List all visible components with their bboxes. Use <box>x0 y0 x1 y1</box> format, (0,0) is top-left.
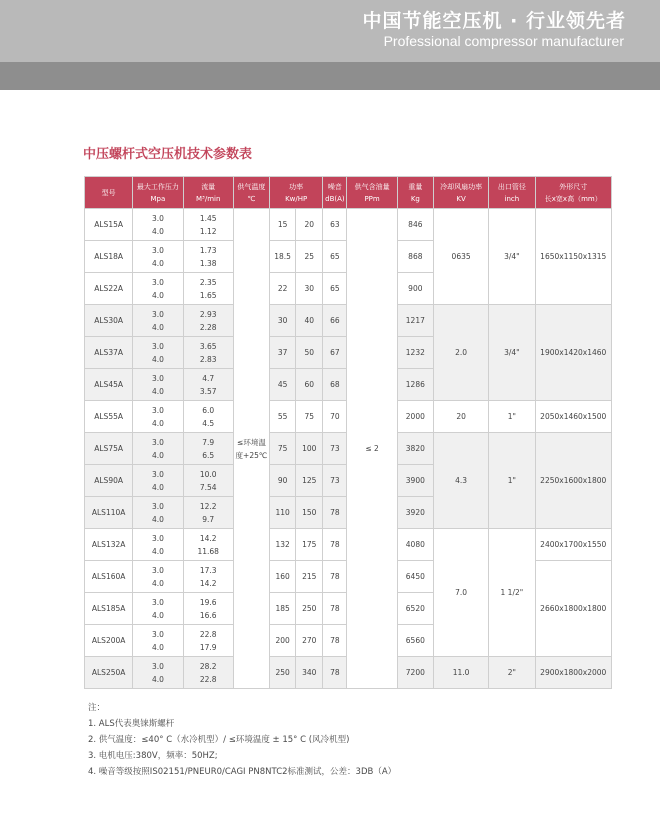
model-cell: ALS185A <box>85 593 133 625</box>
flow-cell: 2.35 1.65 <box>183 273 233 305</box>
notes-heading: 注： <box>88 703 106 713</box>
col-noise: 噪音 dB(A) <box>323 177 347 209</box>
model-cell: ALS110A <box>85 497 133 529</box>
hp-cell: 100 <box>296 433 323 465</box>
col-weight: 重量 Kg <box>397 177 433 209</box>
hp-cell: 125 <box>296 465 323 497</box>
pipe-cell: 1" <box>489 401 535 433</box>
hp-cell: 20 <box>296 209 323 241</box>
page-title: 中压螺杆式空压机技术参数表 <box>83 147 253 162</box>
fan-cell: 4.3 <box>433 433 488 529</box>
hp-cell: 40 <box>296 305 323 337</box>
col-flow: 流量 M³/min <box>183 177 233 209</box>
pressure-cell: 3.0 4.0 <box>133 273 183 305</box>
hp-cell: 250 <box>296 593 323 625</box>
model-cell: ALS55A <box>85 401 133 433</box>
dims-cell: 2050x1460x1500 <box>535 401 612 433</box>
model-cell: ALS90A <box>85 465 133 497</box>
model-cell: ALS160A <box>85 561 133 593</box>
flow-cell: 17.3 14.2 <box>183 561 233 593</box>
pressure-cell: 3.0 4.0 <box>133 657 183 689</box>
noise-cell: 67 <box>323 337 347 369</box>
hp-cell: 60 <box>296 369 323 401</box>
flow-cell: 2.93 2.28 <box>183 305 233 337</box>
weight-cell: 3820 <box>397 433 433 465</box>
col-fan: 冷却风扇功率 KV <box>433 177 488 209</box>
model-cell: ALS22A <box>85 273 133 305</box>
hp-cell: 215 <box>296 561 323 593</box>
kw-cell: 200 <box>270 625 296 657</box>
kw-cell: 185 <box>270 593 296 625</box>
pipe-cell: 1" <box>489 433 535 529</box>
note-item: 4. 噪音等级按照IS02151/PNEUR0/CAGI PN8NTC2标准测试，公差：3DB（A） <box>88 767 397 777</box>
hp-cell: 25 <box>296 241 323 273</box>
flow-cell: 22.8 17.9 <box>183 625 233 657</box>
fan-cell: 2.0 <box>433 305 488 401</box>
pressure-cell: 3.0 4.0 <box>133 241 183 273</box>
kw-cell: 55 <box>270 401 296 433</box>
kw-cell: 15 <box>270 209 296 241</box>
pipe-cell: 3/4" <box>489 209 535 305</box>
noise-cell: 73 <box>323 465 347 497</box>
flow-cell: 28.2 22.8 <box>183 657 233 689</box>
notes-section <box>88 700 396 780</box>
flow-cell: 7.9 6.5 <box>183 433 233 465</box>
weight-cell: 846 <box>397 209 433 241</box>
pipe-cell: 2" <box>489 657 535 689</box>
model-cell: ALS37A <box>85 337 133 369</box>
noise-cell: 68 <box>323 369 347 401</box>
noise-cell: 78 <box>323 561 347 593</box>
weight-cell: 7200 <box>397 657 433 689</box>
weight-cell: 3900 <box>397 465 433 497</box>
flow-cell: 14.2 11.68 <box>183 529 233 561</box>
header-title: 中国节能空压机 · 行业领先者 <box>362 10 626 32</box>
col-model: 型号 <box>85 177 133 209</box>
header-subtitle: Professional compressor manufacturer <box>383 33 624 49</box>
model-cell: ALS200A <box>85 625 133 657</box>
weight-cell: 1232 <box>397 337 433 369</box>
spec-table <box>84 176 612 689</box>
hp-cell: 175 <box>296 529 323 561</box>
noise-cell: 78 <box>323 497 347 529</box>
col-power: 功率 Kw/HP <box>270 177 323 209</box>
hp-cell: 340 <box>296 657 323 689</box>
weight-cell: 868 <box>397 241 433 273</box>
pressure-cell: 3.0 4.0 <box>133 369 183 401</box>
kw-cell: 110 <box>270 497 296 529</box>
kw-cell: 30 <box>270 305 296 337</box>
temp-merged-cell: ≤环境温度+25℃ <box>233 209 269 689</box>
pressure-cell: 3.0 4.0 <box>133 625 183 657</box>
noise-cell: 66 <box>323 305 347 337</box>
model-cell: ALS18A <box>85 241 133 273</box>
weight-cell: 1286 <box>397 369 433 401</box>
dims-cell: 2250x1600x1800 <box>535 433 612 529</box>
kw-cell: 18.5 <box>270 241 296 273</box>
flow-cell: 19.6 16.6 <box>183 593 233 625</box>
model-cell: ALS250A <box>85 657 133 689</box>
weight-cell: 3920 <box>397 497 433 529</box>
weight-cell: 6520 <box>397 593 433 625</box>
noise-cell: 78 <box>323 657 347 689</box>
weight-cell: 4080 <box>397 529 433 561</box>
fan-cell: 11.0 <box>433 657 488 689</box>
dims-cell: 2400x1700x1550 <box>535 529 612 561</box>
col-oil: 供气含油量 PPm <box>347 177 397 209</box>
flow-cell: 6.0 4.5 <box>183 401 233 433</box>
pressure-cell: 3.0 4.0 <box>133 529 183 561</box>
model-cell: ALS45A <box>85 369 133 401</box>
kw-cell: 75 <box>270 433 296 465</box>
noise-cell: 63 <box>323 209 347 241</box>
oil-merged-cell: ≤ 2 <box>347 209 397 689</box>
col-temp: 供气温度 ℃ <box>233 177 269 209</box>
kw-cell: 90 <box>270 465 296 497</box>
weight-cell: 2000 <box>397 401 433 433</box>
weight-cell: 6450 <box>397 561 433 593</box>
pipe-cell: 1 1/2" <box>489 529 535 657</box>
hp-cell: 50 <box>296 337 323 369</box>
note-item: 2. 供气温度：≤40° C（水冷机型）/ ≤环境温度 ± 15° C (风冷机型) <box>88 735 350 745</box>
noise-cell: 78 <box>323 625 347 657</box>
noise-cell: 65 <box>323 241 347 273</box>
fan-cell: 0635 <box>433 209 488 305</box>
weight-cell: 6560 <box>397 625 433 657</box>
pressure-cell: 3.0 4.0 <box>133 497 183 529</box>
pressure-cell: 3.0 4.0 <box>133 401 183 433</box>
dims-cell: 1650x1150x1315 <box>535 209 612 305</box>
col-pressure: 最大工作压力 Mpa <box>133 177 183 209</box>
noise-cell: 65 <box>323 273 347 305</box>
kw-cell: 250 <box>270 657 296 689</box>
kw-cell: 37 <box>270 337 296 369</box>
noise-cell: 73 <box>323 433 347 465</box>
flow-cell: 1.73 1.38 <box>183 241 233 273</box>
kw-cell: 45 <box>270 369 296 401</box>
fan-cell: 7.0 <box>433 529 488 657</box>
model-cell: ALS132A <box>85 529 133 561</box>
pressure-cell: 3.0 4.0 <box>133 337 183 369</box>
flow-cell: 4.7 3.57 <box>183 369 233 401</box>
hp-cell: 30 <box>296 273 323 305</box>
pressure-cell: 3.0 4.0 <box>133 593 183 625</box>
pressure-cell: 3.0 4.0 <box>133 433 183 465</box>
col-pipe: 出口管径 inch <box>489 177 535 209</box>
flow-cell: 12.2 9.7 <box>183 497 233 529</box>
model-cell: ALS15A <box>85 209 133 241</box>
header-banner <box>0 0 660 62</box>
dims-cell: 2900x1800x2000 <box>535 657 612 689</box>
pressure-cell: 3.0 4.0 <box>133 305 183 337</box>
kw-cell: 132 <box>270 529 296 561</box>
hp-cell: 270 <box>296 625 323 657</box>
pressure-cell: 3.0 4.0 <box>133 209 183 241</box>
hp-cell: 150 <box>296 497 323 529</box>
dims-cell: 1900x1420x1460 <box>535 305 612 401</box>
note-item: 3. 电机电压:380V，频率：50HZ; <box>88 751 218 761</box>
pressure-cell: 3.0 4.0 <box>133 465 183 497</box>
header-band <box>0 62 660 90</box>
model-cell: ALS75A <box>85 433 133 465</box>
kw-cell: 160 <box>270 561 296 593</box>
flow-cell: 10.0 7.54 <box>183 465 233 497</box>
col-dims: 外形尺寸 长x宽x高（mm） <box>535 177 612 209</box>
note-item: 1. ALS代表奥铼斯螺杆 <box>88 719 175 729</box>
fan-cell: 20 <box>433 401 488 433</box>
flow-cell: 3.65 2.83 <box>183 337 233 369</box>
dims-cell: 2660x1800x1800 <box>535 561 612 657</box>
hp-cell: 75 <box>296 401 323 433</box>
noise-cell: 78 <box>323 593 347 625</box>
pipe-cell: 3/4" <box>489 305 535 401</box>
weight-cell: 1217 <box>397 305 433 337</box>
pressure-cell: 3.0 4.0 <box>133 561 183 593</box>
table-row <box>85 209 612 241</box>
weight-cell: 900 <box>397 273 433 305</box>
flow-cell: 1.45 1.12 <box>183 209 233 241</box>
model-cell: ALS30A <box>85 305 133 337</box>
noise-cell: 78 <box>323 529 347 561</box>
kw-cell: 22 <box>270 273 296 305</box>
header-row <box>85 177 612 209</box>
noise-cell: 70 <box>323 401 347 433</box>
